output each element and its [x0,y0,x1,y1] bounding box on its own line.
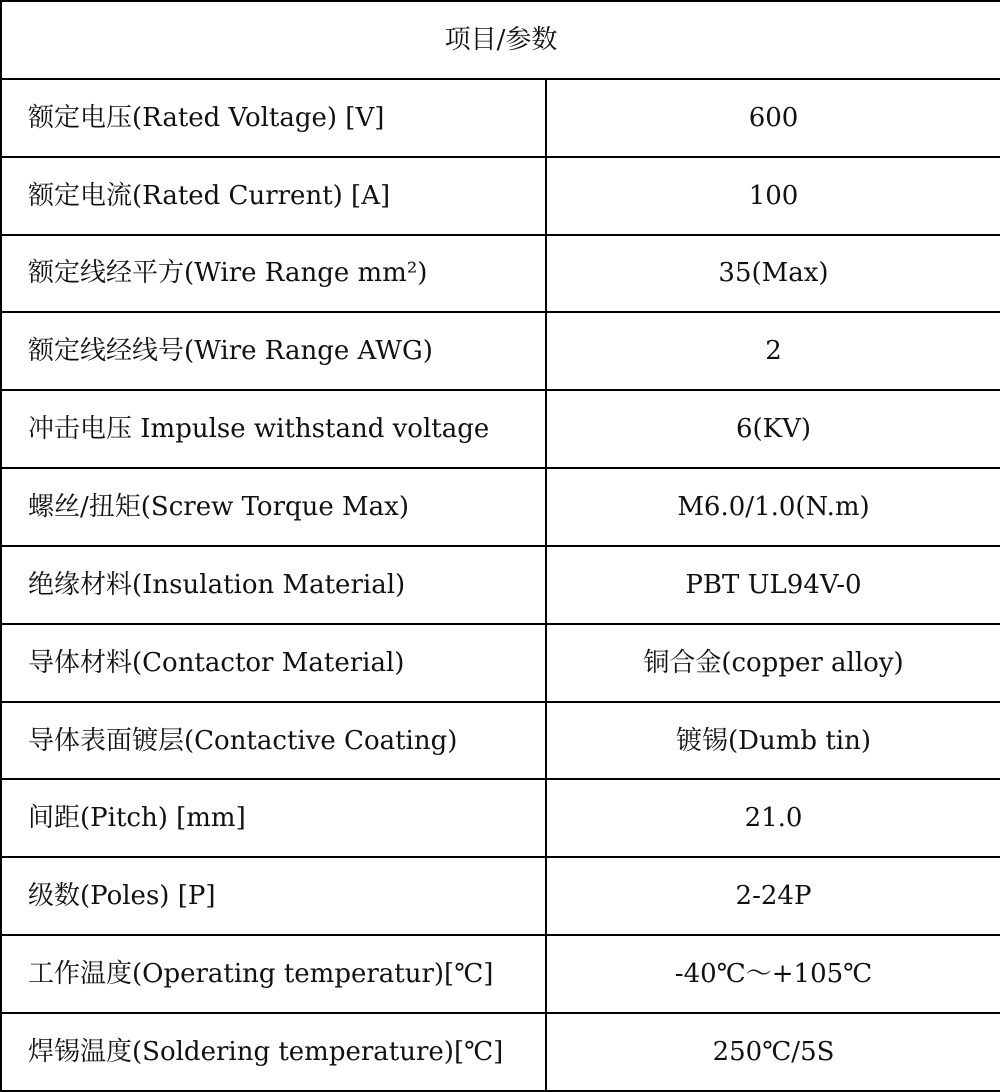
row-value-insulation-material: PBT UL94V-0 [546,546,1000,624]
row-value-soldering-temperature: 250℃/5S [546,1013,1000,1091]
row-value-wire-range-awg: 2 [546,312,1000,390]
table-row [1,546,1000,624]
table-row [1,1013,1000,1091]
row-label-wire-range-mm2: 额定线经平方(Wire Range mm²) [1,235,546,313]
row-label-insulation-material: 绝缘材料(Insulation Material) [1,546,546,624]
table-row [1,157,1000,235]
table-row [1,702,1000,780]
row-label-impulse-voltage: 冲击电压 Impulse withstand voltage [1,390,546,468]
row-label-operating-temperature: 工作温度(Operating temperatur)[℃] [1,935,546,1013]
row-label-soldering-temperature: 焊锡温度(Soldering temperature)[℃] [1,1013,546,1091]
row-value-contactive-coating: 镀锡(Dumb tin) [546,702,1000,780]
row-value-rated-voltage: 600 [546,79,1000,157]
row-value-pitch: 21.0 [546,779,1000,857]
table-row [1,468,1000,546]
table-row [1,390,1000,468]
row-value-contactor-material: 铜合金(copper alloy) [546,624,1000,702]
table-row [1,935,1000,1013]
row-value-operating-temperature: -40℃～+105℃ [546,935,1000,1013]
row-label-rated-current: 额定电流(Rated Current) [A] [1,157,546,235]
row-label-poles: 级数(Poles) [P] [1,857,546,935]
row-label-pitch: 间距(Pitch) [mm] [1,779,546,857]
row-value-rated-current: 100 [546,157,1000,235]
row-label-contactor-material: 导体材料(Contactor Material) [1,624,546,702]
row-value-impulse-voltage: 6(KV) [546,390,1000,468]
table-header-row [1,1,1000,79]
row-label-rated-voltage: 额定电压(Rated Voltage) [V] [1,79,546,157]
row-value-wire-range-mm2: 35(Max) [546,235,1000,313]
row-value-screw-torque: M6.0/1.0(N.m) [546,468,1000,546]
row-label-wire-range-awg: 额定线经线号(Wire Range AWG) [1,312,546,390]
table-header-cell: 项目/参数 [1,1,1000,79]
table-row [1,312,1000,390]
table-row [1,79,1000,157]
table-row [1,857,1000,935]
table-row [1,235,1000,313]
table-row [1,779,1000,857]
row-label-contactive-coating: 导体表面镀层(Contactive Coating) [1,702,546,780]
row-value-poles: 2-24P [546,857,1000,935]
row-label-screw-torque: 螺丝/扭矩(Screw Torque Max) [1,468,546,546]
table-row [1,624,1000,702]
